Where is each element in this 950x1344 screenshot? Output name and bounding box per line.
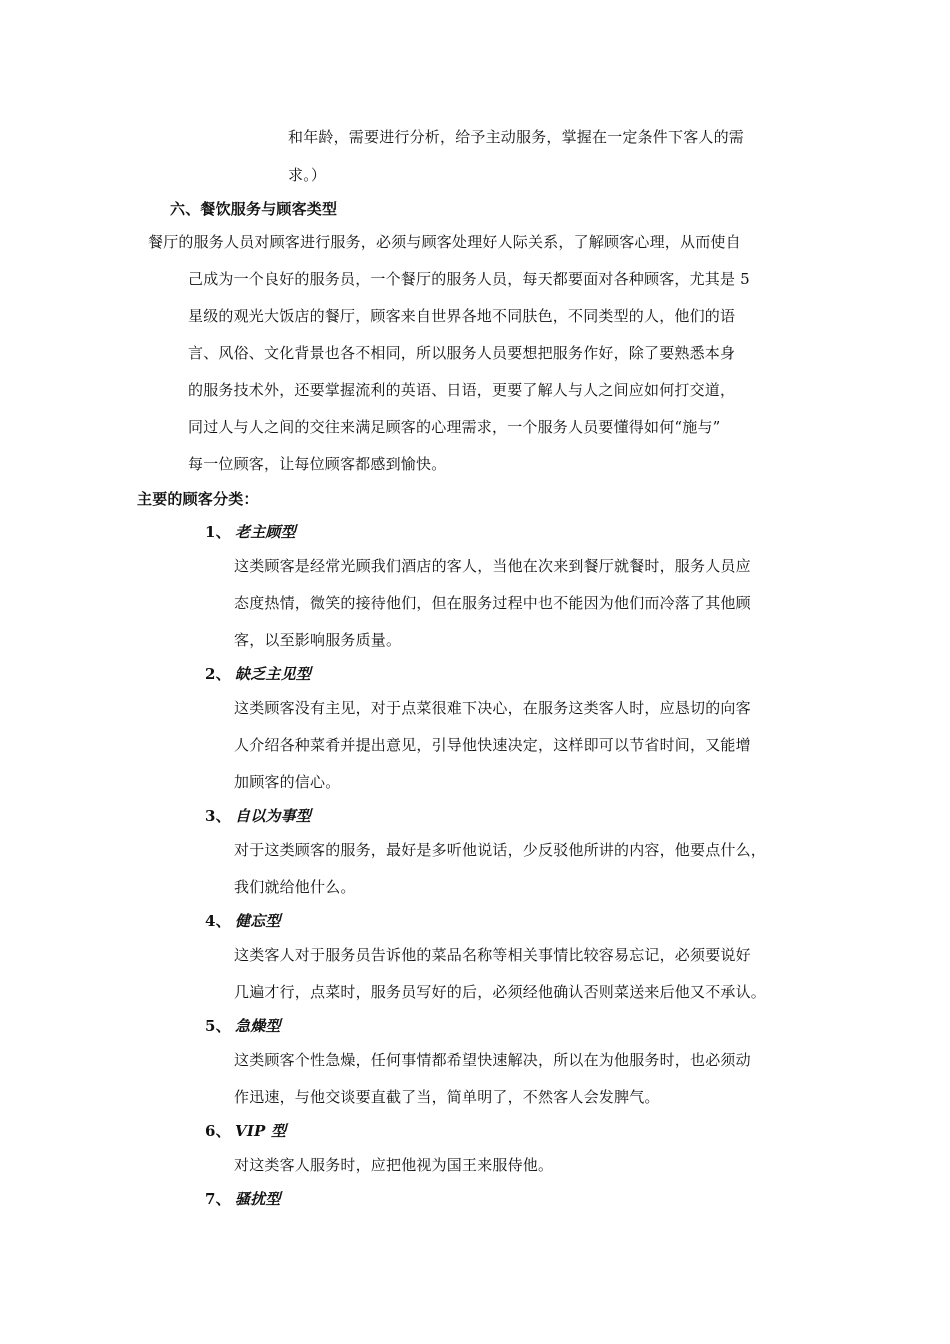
item-number: 1、 <box>205 523 231 541</box>
paragraph-line: 同过人与人之间的交往来满足顾客的心理需求，一个服务人员要懂得如何“施与” <box>188 418 721 436</box>
continuation-line: 和年龄，需要进行分析，给予主动服务，掌握在一定条件下客人的需 <box>288 128 745 146</box>
item-number: 3、 <box>205 807 231 825</box>
item-title: 骚扰型 <box>235 1190 281 1208</box>
list-item-heading <box>205 522 296 542</box>
item-title: 缺乏主见型 <box>235 665 312 683</box>
paragraph-line: 言、风俗、文化背景也各不相同，所以服务人员要想把服务作好，除了要熟悉本身 <box>188 344 736 362</box>
item-number: 4、 <box>205 912 231 930</box>
item-body-line: 对于这类顾客的服务，最好是多听他说话，少反驳他所讲的内容，他要点什么， <box>234 841 767 859</box>
list-item-heading <box>205 1189 281 1209</box>
item-body-line: 对这类客人服务时，应把他视为国王来服侍他。 <box>234 1156 554 1174</box>
item-number: 6、 <box>205 1122 231 1140</box>
item-body-line: 这类客人对于服务员告诉他的菜品名称等相关事情比较容易忘记，必须要说好 <box>234 946 751 964</box>
item-title: 健忘型 <box>235 912 281 930</box>
item-body-line: 客，以至影响服务质量。 <box>234 631 402 649</box>
section-heading: 六、餐饮服务与顾客类型 <box>170 200 338 218</box>
list-item-heading <box>205 664 311 684</box>
list-item-heading <box>205 1121 286 1141</box>
list-item-heading <box>205 1016 281 1036</box>
list-item-heading <box>205 806 311 826</box>
item-body-line: 几遍才行，点菜时，服务员写好的后，必须经他确认否则菜送来后他又不承认。 <box>234 983 767 1001</box>
item-title: 急燥型 <box>235 1017 281 1035</box>
item-body-line: 这类顾客没有主见，对于点菜很难下决心，在服务这类客人时，应恳切的向客 <box>234 699 751 717</box>
classification-heading: 主要的顾客分类： <box>137 490 259 508</box>
item-body-line: 这类顾客个性急燥，任何事情都希望快速解决，所以在为他服务时，也必须动 <box>234 1051 751 1069</box>
item-body-line: 态度热情，微笑的接待他们，但在服务过程中也不能因为他们而冷落了其他顾 <box>234 594 751 612</box>
item-number: 7、 <box>205 1190 231 1208</box>
paragraph-line: 每一位顾客，让每位顾客都感到愉快。 <box>188 455 447 473</box>
paragraph-line: 己成为一个良好的服务员，一个餐厅的服务人员，每天都要面对各种顾客，尤其是 5 <box>188 270 750 288</box>
item-body-line: 作迅速，与他交谈要直截了当，简单明了，不然客人会发脾气。 <box>234 1088 660 1106</box>
paragraph-line: 餐厅的服务人员对顾客进行服务，必须与顾客处理好人际关系，了解顾客心理，从而使自 <box>148 233 741 251</box>
item-body-line: 这类顾客是经常光顾我们酒店的客人，当他在次来到餐厅就餐时，服务人员应 <box>234 557 751 575</box>
item-number: 2、 <box>205 665 231 683</box>
item-title: VIP 型 <box>235 1122 287 1140</box>
item-body-line: 加顾客的信心。 <box>234 773 341 791</box>
list-item-heading <box>205 911 281 931</box>
paragraph-line: 的服务技术外，还要掌握流利的英语、日语，更要了解人与人之间应如何打交道， <box>188 381 736 399</box>
continuation-line: 求。） <box>288 166 327 184</box>
item-body-line: 我们就给他什么。 <box>234 878 356 896</box>
paragraph-line: 星级的观光大饭店的餐厅，顾客来自世界各地不同肤色，不同类型的人，他们的语 <box>188 307 736 325</box>
item-number: 5、 <box>205 1017 231 1035</box>
item-title: 自以为事型 <box>235 807 312 825</box>
item-title: 老主顾型 <box>235 523 296 541</box>
item-body-line: 人介绍各种菜肴并提出意见，引导他快速决定，这样即可以节省时间，又能增 <box>234 736 751 754</box>
